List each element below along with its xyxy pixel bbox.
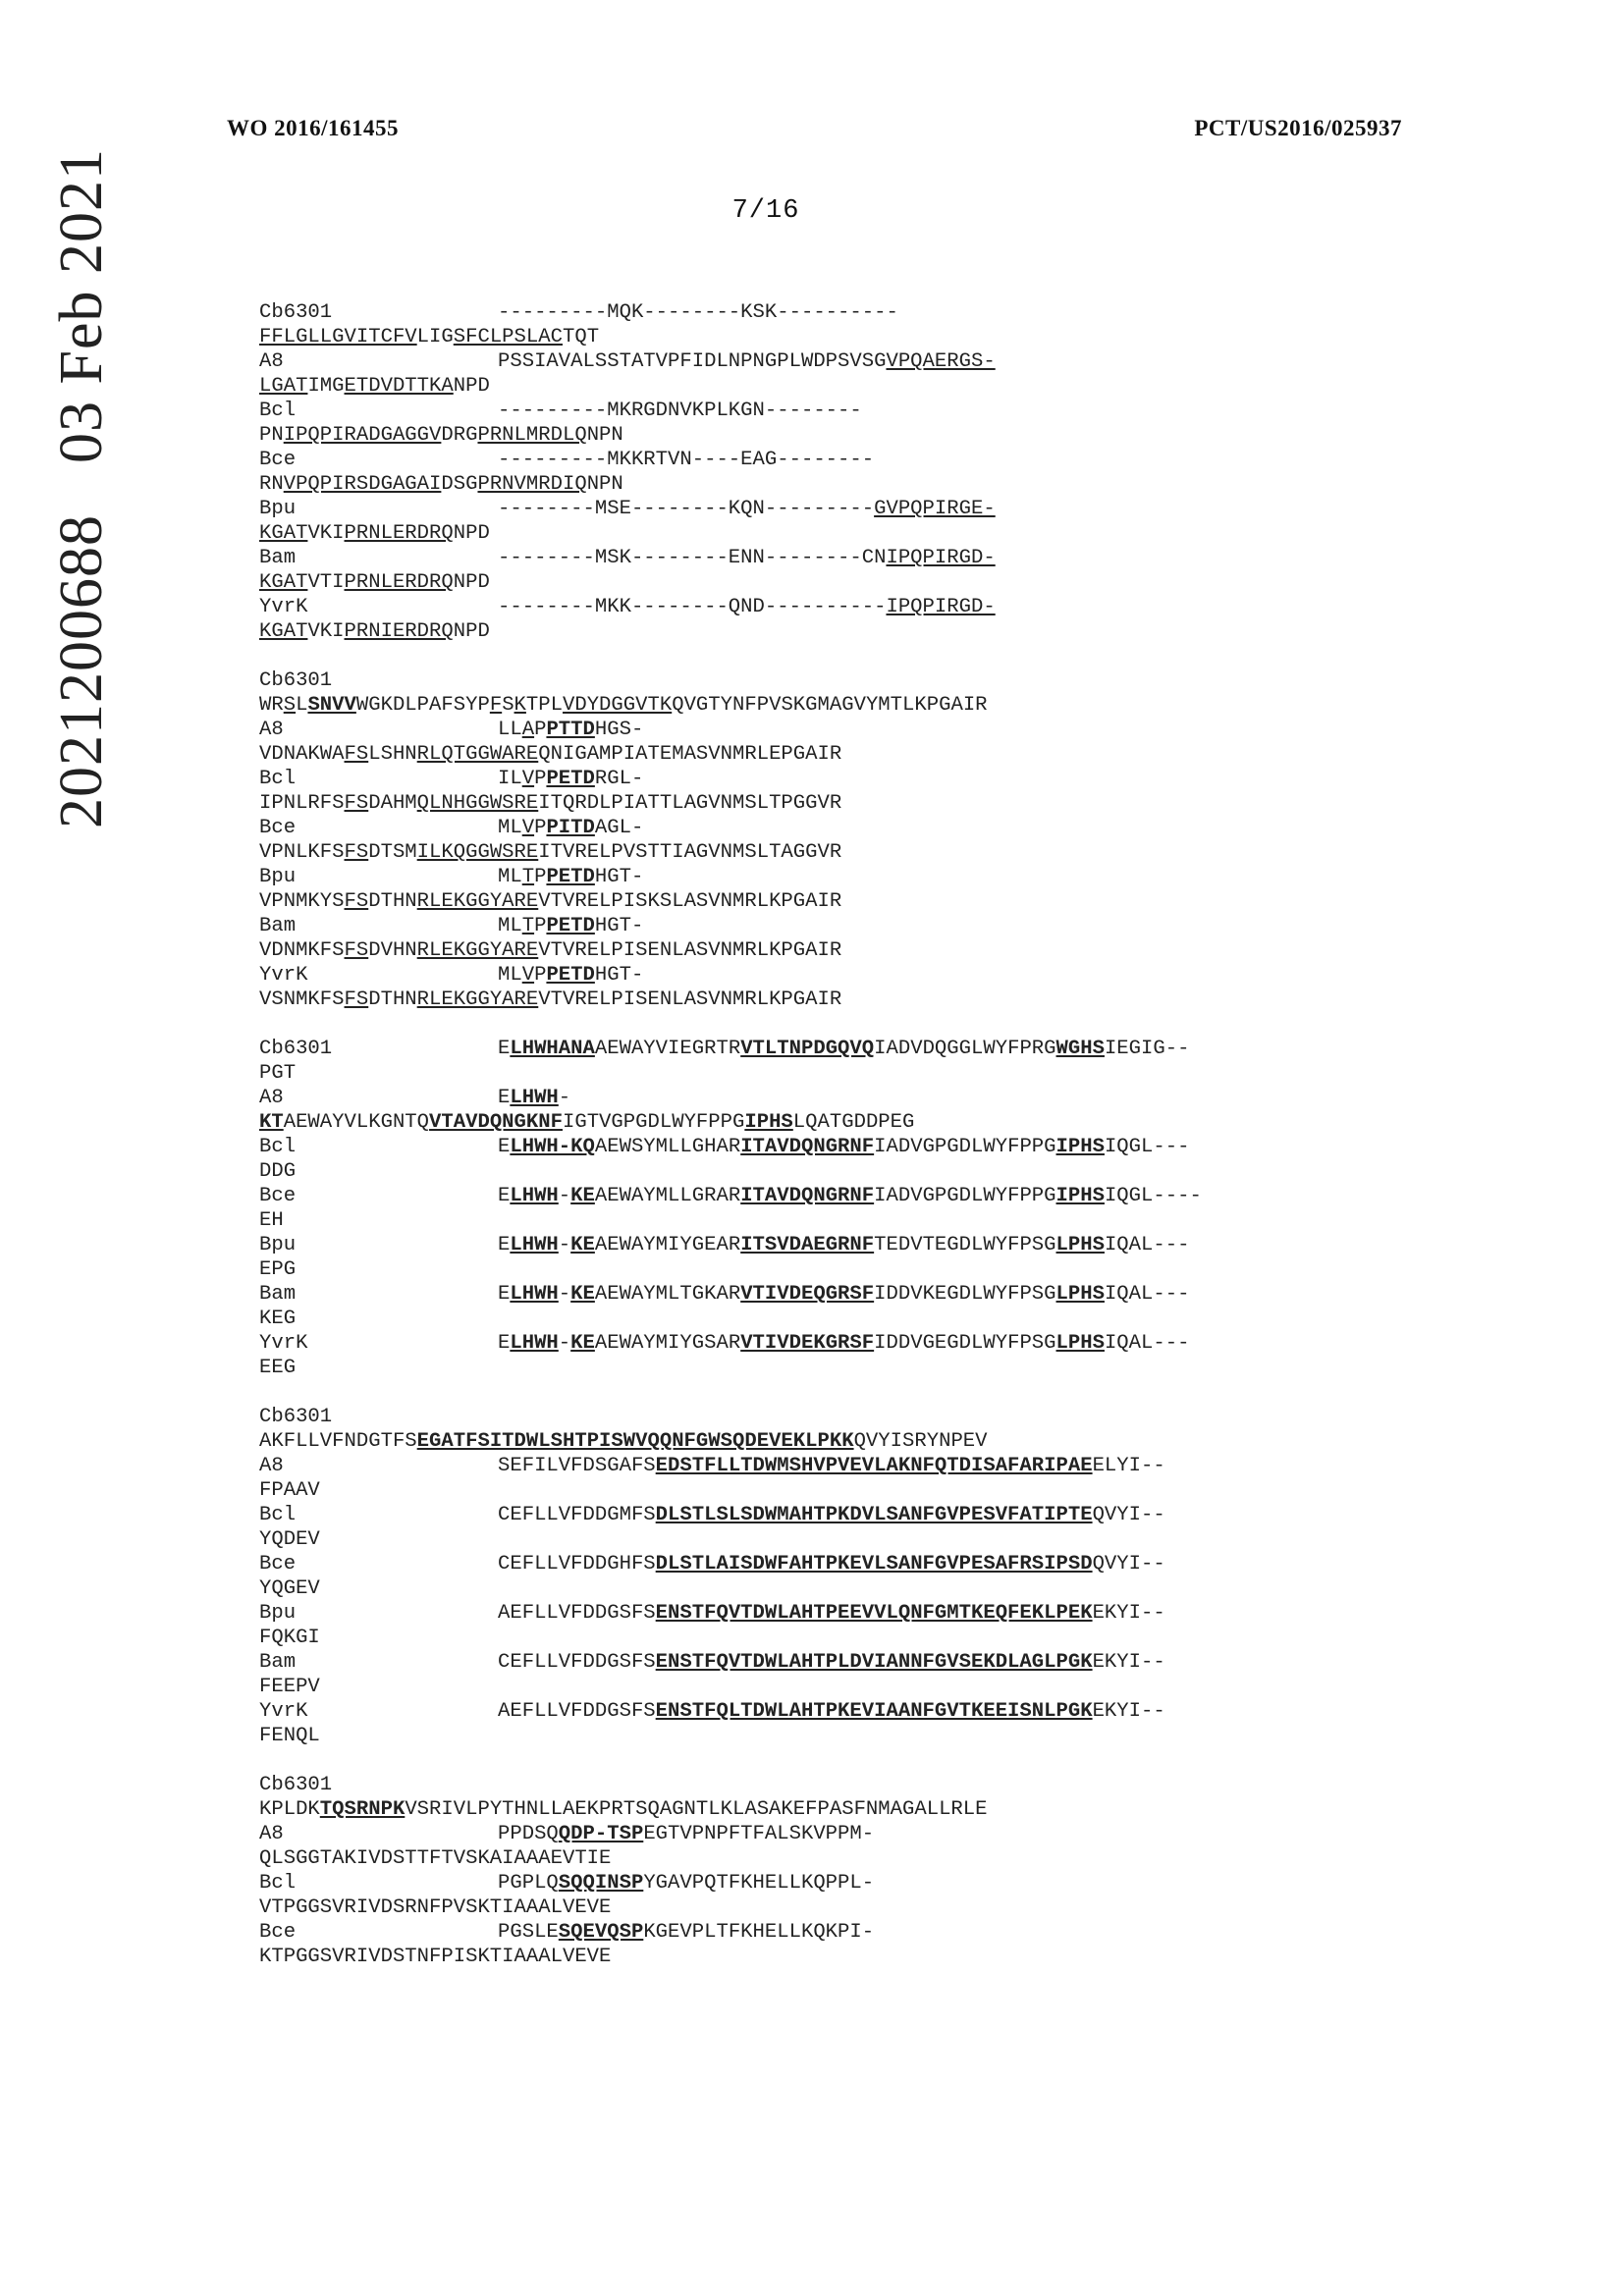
sequence-row	[259, 1233, 1487, 1257]
sequence-continuation: YQDEV	[259, 1528, 320, 1551]
sequence-continuation: WRSLSNVVWGKDLPAFSYPFSKTPLVDYDGGVTKQVGTYNFPVSKGMAGVYMTLKPGAIR	[259, 694, 988, 717]
sequence-text: ELHWH-KEAEWAYMLTGKARVTIVDEQGRSFIDDVKEGDLWYFPSGLPHSIQAL---	[498, 1283, 1190, 1306]
sequence-row	[259, 865, 1487, 889]
sequence-row	[259, 300, 1487, 325]
sequence-text: LLAPPTTDHGS-	[498, 719, 644, 741]
sequence-text: CEFLLVFDDGHFSDLSTLAISDWFAHTPKEVLSANFGVPESAFRSIPSDQVYI--	[498, 1553, 1165, 1575]
sequence-continuation: FFLGLLGVITCFVLIGSFCLPSLACTQT	[259, 326, 600, 348]
sequence-name: Bpu	[259, 498, 297, 520]
sequence-text: CEFLLVFDDGSFSENSTFQVTDWLAHTPLDVIANNFGVSEKDLAGLPGKEKYI--	[498, 1651, 1165, 1674]
sequence-continuation: PGT	[259, 1062, 297, 1085]
sequence-alignment	[259, 300, 1487, 1994]
alignment-block	[259, 1773, 1487, 1969]
sequence-row	[259, 1184, 1487, 1208]
sequence-continuation: EH	[259, 1209, 284, 1232]
sequence-text: --------MKK--------QND----------IPQPIRGD-	[498, 596, 996, 618]
sequence-name: Bcl	[259, 1872, 297, 1895]
sequence-text: PGPLQSQQINSPYGAVPQTFKHELLKQPPL-	[498, 1872, 875, 1895]
alignment-block	[259, 1405, 1487, 1748]
sequence-text: ELHWH-KEAEWAYMIYGEARITSVDAEGRNFTEDVTEGDLWYFPSGLPHSIQAL---	[498, 1234, 1190, 1256]
page-number: 7/16	[731, 196, 800, 226]
sequence-row	[259, 1086, 1487, 1110]
sequence-name: A8	[259, 1455, 284, 1477]
sequence-text: SEFILVFDSGAFSEDSTFLLTDWMSHVPVEVLAKNFQTDISAFARIPAEELYI--	[498, 1455, 1165, 1477]
sequence-text: MLTPPETDHGT-	[498, 866, 644, 888]
sequence-name: Bpu	[259, 866, 297, 888]
sequence-row	[259, 914, 1487, 938]
sequence-name: Bam	[259, 1283, 297, 1306]
sequence-row	[259, 497, 1487, 521]
stamp-number: 2021200688	[48, 514, 115, 828]
sequence-continuation: FENQL	[259, 1725, 320, 1747]
sequence-row	[259, 595, 1487, 619]
alignment-block	[259, 300, 1487, 644]
sequence-text: MLVPPITDAGL-	[498, 817, 644, 839]
sequence-row	[259, 1331, 1487, 1356]
sequence-text: ---------MKRGDNVKPLKGN--------	[498, 400, 862, 422]
sequence-text: MLVPPETDHGT-	[498, 964, 644, 987]
sequence-continuation: FQKGI	[259, 1627, 320, 1649]
sequence-row	[259, 1552, 1487, 1576]
sequence-row	[259, 1773, 1487, 1797]
sequence-row	[259, 718, 1487, 742]
sequence-continuation: VSNMKFSFSDTHNRLEKGGYAREVTVRELPISENLASVNMRLKPGAIR	[259, 988, 842, 1011]
sequence-name: Bcl	[259, 768, 297, 790]
sequence-continuation: LGATIMGETDVDTTKANPD	[259, 375, 490, 398]
sequence-continuation: AKFLLVFNDGTFSEGATFSITDWLSHTPISWVQQNFGWSQDEVEKLPKKQVYISRYNPEV	[259, 1430, 988, 1453]
sequence-text: ---------MKKRTVN----EAG--------	[498, 449, 875, 471]
sequence-row	[259, 1037, 1487, 1061]
sequence-row	[259, 546, 1487, 570]
sequence-name: A8	[259, 1087, 284, 1109]
sequence-name: Bce	[259, 449, 297, 471]
sequence-row	[259, 1650, 1487, 1675]
sequence-text: AEFLLVFDDGSFSENSTFQLTDWLAHTPKEVIAANFGVTKEEISNLPGKEKYI--	[498, 1700, 1165, 1723]
application-number: PCT/US2016/025937	[1194, 116, 1402, 140]
sequence-text: PSSIAVALSSTATVPFIDLNPNGPLWDPSVSGVPQAERGS-	[498, 350, 996, 373]
sequence-text: ---------MQK--------KSK----------	[498, 301, 898, 324]
sequence-continuation: KTPGGSVRIVDSTNFPISKTIAAALVEVE	[259, 1946, 612, 1968]
sequence-text: ELHWH-KQAEWSYMLLGHARITAVDQNGRNFIADVGPGDLWYFPPGIPHSIQGL---	[498, 1136, 1190, 1158]
sequence-text: ELHWH-KEAEWAYMLLGRARITAVDQNGRNFIADVGPGDLWYFPPGIPHSIQGL----	[498, 1185, 1202, 1207]
sequence-text: ILVPPETDRGL-	[498, 768, 644, 790]
sequence-continuation: FPAAV	[259, 1479, 320, 1502]
sequence-row	[259, 1871, 1487, 1896]
sequence-continuation: VPNLKFSFSDTSMILKQGGWSREITVRELPVSTTIAGVNMSLTAGGVR	[259, 841, 842, 864]
sequence-row	[259, 767, 1487, 791]
sequence-continuation: KPLDKTQSRNPKVSRIVLPYTHNLLAEKPRTSQAGNTLKLASAKEFPASFNMAGALLRLE	[259, 1798, 988, 1821]
sequence-text: PPDSQQDP-TSPEGTVPNPFTFALSKVPPM-	[498, 1823, 875, 1845]
sequence-row	[259, 1282, 1487, 1307]
sequence-continuation: EEG	[259, 1357, 297, 1379]
sequence-continuation: VTPGGSVRIVDSRNFPVSKTIAAALVEVE	[259, 1896, 612, 1919]
sequence-continuation: KGATVKIPRNLERDRQNPD	[259, 522, 490, 545]
sequence-name: Bcl	[259, 400, 297, 422]
sequence-name: Bce	[259, 1185, 297, 1207]
sequence-continuation: EPG	[259, 1258, 297, 1281]
sequence-row	[259, 1503, 1487, 1527]
sequence-name: Cb6301	[259, 301, 333, 324]
side-stamp	[47, 148, 135, 828]
sequence-name: Bce	[259, 1921, 297, 1944]
sequence-name: Cb6301	[259, 669, 333, 692]
sequence-name: Bam	[259, 547, 297, 569]
sequence-continuation: VDNAKWAFSLSHNRLQTGGWAREQNIGAMPIATEMASVNMRLEPGAIR	[259, 743, 842, 766]
sequence-name: A8	[259, 1823, 284, 1845]
sequence-name: Bcl	[259, 1504, 297, 1526]
sequence-name: Bpu	[259, 1602, 297, 1625]
sequence-text: AEFLLVFDDGSFSENSTFQVTDWLAHTPEEVVLQNFGMTKEQFEKLPEKEKYI--	[498, 1602, 1165, 1625]
sequence-row	[259, 1920, 1487, 1945]
sequence-continuation: VDNMKFSFSDVHNRLEKGGYAREVTVRELPISENLASVNMRLKPGAIR	[259, 939, 842, 962]
sequence-name: YvrK	[259, 964, 308, 987]
sequence-name: YvrK	[259, 596, 308, 618]
sequence-continuation: DDG	[259, 1160, 297, 1183]
sequence-text: ELHWH-	[498, 1087, 571, 1109]
sequence-name: A8	[259, 350, 284, 373]
sequence-continuation: IPNLRFSFSDAHMQLNHGGWSREITQRDLPIATTLAGVNMSLTPGGVR	[259, 792, 842, 815]
sequence-name: A8	[259, 719, 284, 741]
sequence-row	[259, 1601, 1487, 1626]
sequence-text: PGSLESQEVQSPKGEVPLTFKHELLKQKPI-	[498, 1921, 875, 1944]
sequence-continuation: KTAEWAYVLKGNTQVTAVDQNGKNFIGTVGPGDLWYFPPGIPHSLQATGDDPEG	[259, 1111, 915, 1134]
sequence-text: --------MSE--------KQN---------GVPQPIRGE-	[498, 498, 996, 520]
sequence-row	[259, 963, 1487, 988]
sequence-continuation: PNIPQPIRADGAGGVDRGPRNLMRDLQNPN	[259, 424, 623, 447]
sequence-name: Cb6301	[259, 1406, 333, 1428]
sequence-continuation: KGATVTIPRNLERDRQNPD	[259, 571, 490, 594]
publication-number: WO 2016/161455	[227, 116, 400, 140]
sequence-name: Bce	[259, 817, 297, 839]
sequence-text: ELHWHANAAEWAYVIEGRTRVTLTNPDGQVQIADVDQGGLWYFPRGWGHSIEGIG--	[498, 1038, 1190, 1060]
sequence-text: MLTPPETDHGT-	[498, 915, 644, 937]
alignment-block	[259, 1037, 1487, 1380]
sequence-continuation: KEG	[259, 1308, 297, 1330]
alignment-block	[259, 668, 1487, 1012]
sequence-name: Bam	[259, 915, 297, 937]
sequence-row	[259, 1135, 1487, 1159]
sequence-name: Cb6301	[259, 1774, 333, 1796]
sequence-name: Bpu	[259, 1234, 297, 1256]
sequence-name: YvrK	[259, 1332, 308, 1355]
sequence-row	[259, 1699, 1487, 1724]
sequence-continuation: KGATVKIPRNIERDRQNPD	[259, 620, 490, 643]
sequence-row	[259, 399, 1487, 423]
sequence-row	[259, 1822, 1487, 1846]
sequence-name: Bam	[259, 1651, 297, 1674]
sequence-name: Bce	[259, 1553, 297, 1575]
sequence-row	[259, 448, 1487, 472]
sequence-row	[259, 1405, 1487, 1429]
sequence-continuation: FEEPV	[259, 1676, 320, 1698]
sequence-continuation: RNVPQPIRSDGAGAIDSGPRNVMRDIQNPN	[259, 473, 623, 496]
sequence-name: Bcl	[259, 1136, 297, 1158]
stamp-date: 03 Feb 2021	[48, 148, 115, 463]
sequence-text: --------MSK--------ENN--------CNIPQPIRGD-	[498, 547, 996, 569]
sequence-text: ELHWH-KEAEWAYMIYGSARVTIVDEKGRSFIDDVGEGDLWYFPSGLPHSIQAL---	[498, 1332, 1190, 1355]
sequence-name: Cb6301	[259, 1038, 333, 1060]
sequence-continuation: QLSGGTAKIVDSTTFTVSKAIAAAEVTIE	[259, 1847, 612, 1870]
sequence-row	[259, 1454, 1487, 1478]
sequence-continuation: VPNMKYSFSDTHNRLEKGGYAREVTVRELPISKSLASVNMRLKPGAIR	[259, 890, 842, 913]
sequence-row	[259, 816, 1487, 840]
sequence-continuation: YQGEV	[259, 1577, 320, 1600]
sequence-row	[259, 349, 1487, 374]
sequence-row	[259, 668, 1487, 693]
sequence-text: CEFLLVFDDGMFSDLSTLSLSDWMAHTPKDVLSANFGVPESVFATIPTEQVYI--	[498, 1504, 1165, 1526]
sequence-name: YvrK	[259, 1700, 308, 1723]
